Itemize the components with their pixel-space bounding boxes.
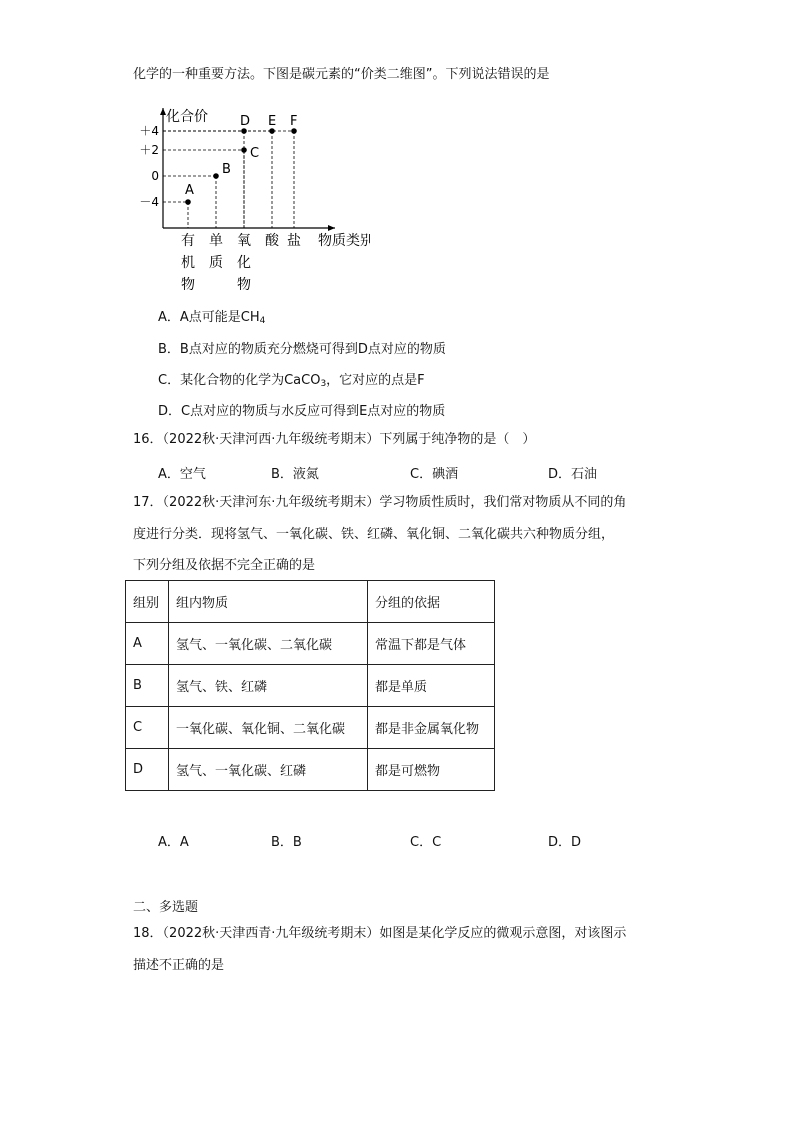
data-point-f	[291, 128, 297, 134]
q17-option-d[interactable]: D．D	[548, 835, 582, 850]
question-17-stem-line1: 17．（2022秋·天津河东·九年级统考期末）学习物质性质时，我们常对物质从不同的角	[133, 495, 627, 510]
section-heading: 二、多选题	[133, 900, 199, 915]
x-category-label: 单	[209, 233, 223, 249]
question-15-intro: 化学的一种重要方法。下图是碳元素的“价类二维图”。下列说法错误的是	[133, 67, 550, 82]
y-tick-label: ＋2	[139, 143, 159, 157]
q15-option-a-subscript: 4	[259, 316, 266, 326]
data-point-b	[213, 173, 219, 179]
q15-option-b[interactable]: B．B点对应的物质充分燃烧可得到D点对应的物质	[158, 342, 446, 357]
table-cell: A	[126, 623, 169, 665]
y-tick-label: 0	[151, 169, 159, 183]
q15-option-a-text: A．A点可能是CH	[158, 310, 260, 325]
x-category-label: 氧	[237, 233, 251, 249]
q16-option-c[interactable]: C．碘酒	[410, 467, 459, 482]
question-18-stem-line1: 18．（2022秋·天津西青·九年级统考期末）如图是某化学反应的微观示意图，对该图示	[133, 926, 627, 941]
x-category-label: 有	[181, 233, 195, 249]
table-cell: 常温下都是气体	[368, 623, 495, 665]
data-point-label: E	[268, 114, 277, 129]
y-axis-title: 化合价	[166, 109, 208, 125]
question-17-stem-line3: 下列分组及依据不完全正确的是	[133, 558, 316, 573]
q16-option-b[interactable]: B．液氮	[271, 467, 319, 482]
question-18-stem-line2: 描述不正确的是	[133, 958, 225, 973]
x-category-label: 质	[209, 255, 223, 271]
table-cell: D	[126, 749, 169, 791]
table-header-cell: 组别	[126, 581, 169, 623]
q15-option-c-text: C．某化合物的化学为CaCO	[158, 373, 321, 388]
table-cell: 一氧化碳、氧化铜、二氧化碳	[169, 707, 368, 749]
q15-option-c[interactable]	[158, 369, 425, 389]
y-tick-label: ＋4	[139, 124, 159, 138]
question-16-stem: 16．（2022秋·天津河西·九年级统考期末）下列属于纯净物的是（ ）	[133, 432, 536, 447]
table-cell: 都是可燃物	[368, 749, 495, 791]
y-tick-label: －4	[139, 195, 159, 209]
data-point-label: F	[290, 114, 298, 129]
data-point-label: A	[185, 183, 194, 198]
question-17-stem-line2: 度进行分类．现将氢气、一氧化碳、铁、红磷、氧化铜、二氧化碳共六种物质分组，	[133, 527, 615, 542]
q15-option-a[interactable]	[158, 306, 265, 326]
x-category-label: 酸	[265, 233, 279, 249]
data-point-label: D	[240, 114, 251, 129]
table-row	[126, 749, 495, 791]
x-axis-arrow	[328, 225, 335, 231]
x-category-label: 盐	[287, 233, 301, 249]
q15-option-c-suffix: ，它对应的点是F	[326, 373, 425, 388]
q17-option-c[interactable]: C．C	[410, 835, 442, 850]
table-cell: 氢气、一氧化碳、红磷	[169, 749, 368, 791]
table-row	[126, 665, 495, 707]
table-cell: 氢气、铁、红磷	[169, 665, 368, 707]
x-category-label: 机	[181, 255, 195, 271]
q17-option-a[interactable]: A．A	[158, 835, 189, 850]
table-row	[126, 623, 495, 665]
table-cell: B	[126, 665, 169, 707]
table-cell: 都是单质	[368, 665, 495, 707]
data-point-label: B	[222, 162, 231, 177]
x-category-label: 化	[237, 255, 251, 271]
data-point-a	[185, 199, 191, 205]
x-category-label: 物	[237, 277, 251, 290]
table-cell: C	[126, 707, 169, 749]
table-cell: 都是非金属氧化物	[368, 707, 495, 749]
q15-option-c-subscript: 3	[320, 379, 327, 389]
grouping-table	[125, 580, 495, 791]
valence-class-chart	[130, 100, 370, 294]
q16-option-d[interactable]: D．石油	[548, 467, 598, 482]
table-cell: 氢气、一氧化碳、二氧化碳	[169, 623, 368, 665]
q16-option-a[interactable]: A．空气	[158, 467, 206, 482]
data-point-label: C	[250, 146, 260, 161]
q17-option-b[interactable]: B．B	[271, 835, 302, 850]
x-axis-title: 物质类别	[318, 233, 370, 249]
table-header-cell: 组内物质	[169, 581, 368, 623]
table-header-cell: 分组的依据	[368, 581, 495, 623]
x-category-label: 物	[181, 277, 195, 290]
table-header-row	[126, 581, 495, 623]
q15-option-d[interactable]: D．C点对应的物质与水反应可得到E点对应的物质	[158, 404, 446, 419]
table-row	[126, 707, 495, 749]
